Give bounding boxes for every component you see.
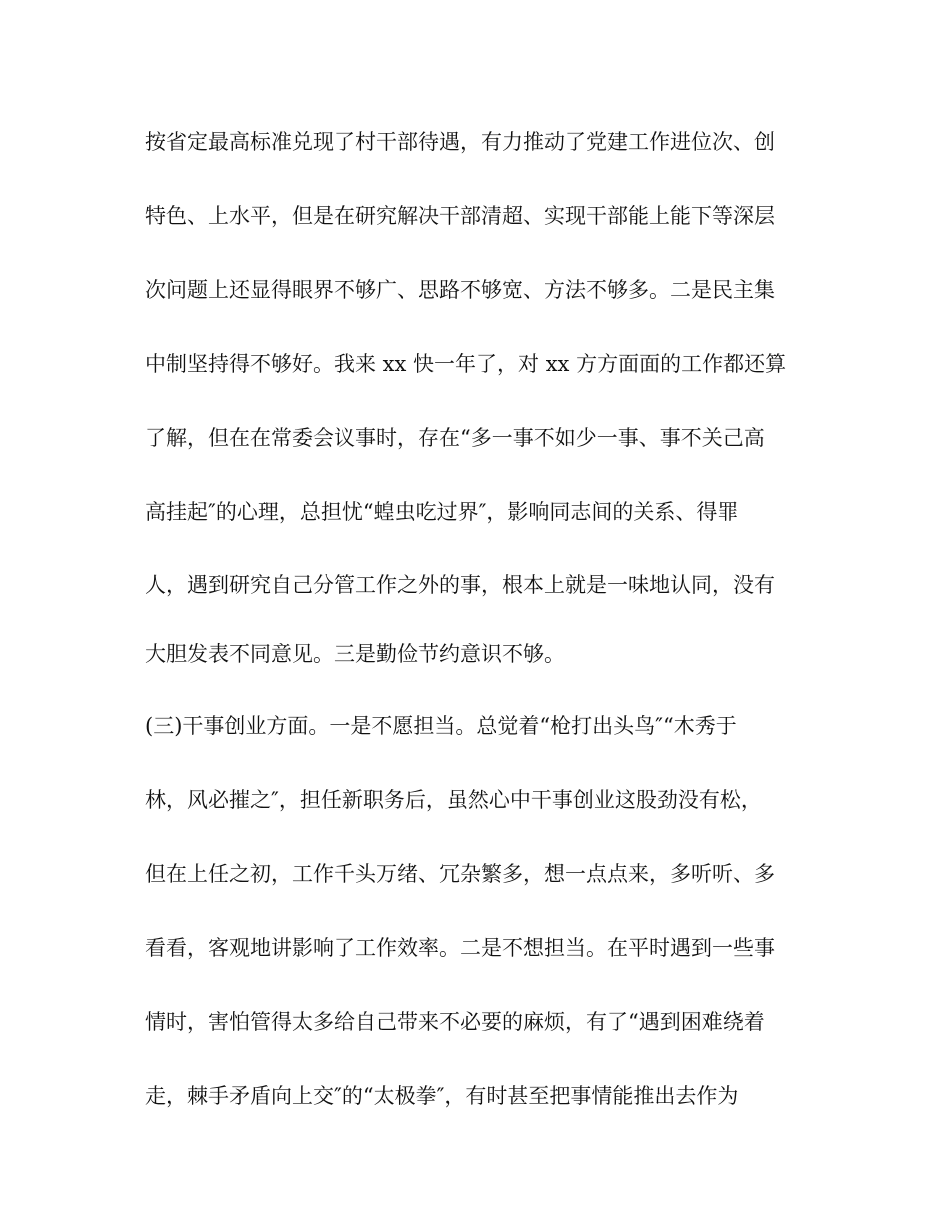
text-line: 次问题上还显得眼界不够广、思路不够宽、方法不够多。二是民主集	[145, 278, 775, 302]
text-line: 大胆发表不同意见。三是勤俭节约意识不够。	[145, 642, 565, 666]
text-line: 但在上任之初，工作千头万绪、冗杂繁多，想一点点来，多听听、多	[145, 862, 775, 886]
text-line: 中制坚持得不够好。我来 xx 快一年了，对 xx 方方面面的工作都还算	[145, 352, 787, 376]
text-line: 看看，客观地讲影响了工作效率。二是不想担当。在平时遇到一些事	[145, 936, 775, 960]
text-line: 情时，害怕管得太多给自己带来不必要的麻烦，有了“遇到困难绕着	[145, 1010, 765, 1034]
text-line: 按省定最高标准兑现了村干部待遇，有力推动了党建工作进位次、创	[145, 130, 775, 154]
text-line: (三)干事创业方面。一是不愿担当。总觉着“枪打出头鸟″“木秀于	[145, 714, 737, 738]
text-line: 人，遇到研究自己分管工作之外的事，根本上就是一味地认同，没有	[145, 573, 775, 597]
text-line: 林，风必摧之″，担任新职务后，虽然心中干事创业这股劲没有松，	[145, 788, 762, 812]
text-line: 高挂起″的心理，总担忧“蝗虫吃过界″，影响同志间的关系、得罪	[145, 500, 739, 524]
text-line: 走，棘手矛盾向上交″的“太极拳″，有时甚至把事情能推出去作为	[145, 1084, 739, 1108]
text-line: 特色、上水平，但是在研究解决干部清超、实现干部能上能下等深层	[145, 204, 775, 228]
text-line: 了解，但在在常委会议事时，存在“多一事不如少一事、事不关己高	[145, 426, 765, 450]
